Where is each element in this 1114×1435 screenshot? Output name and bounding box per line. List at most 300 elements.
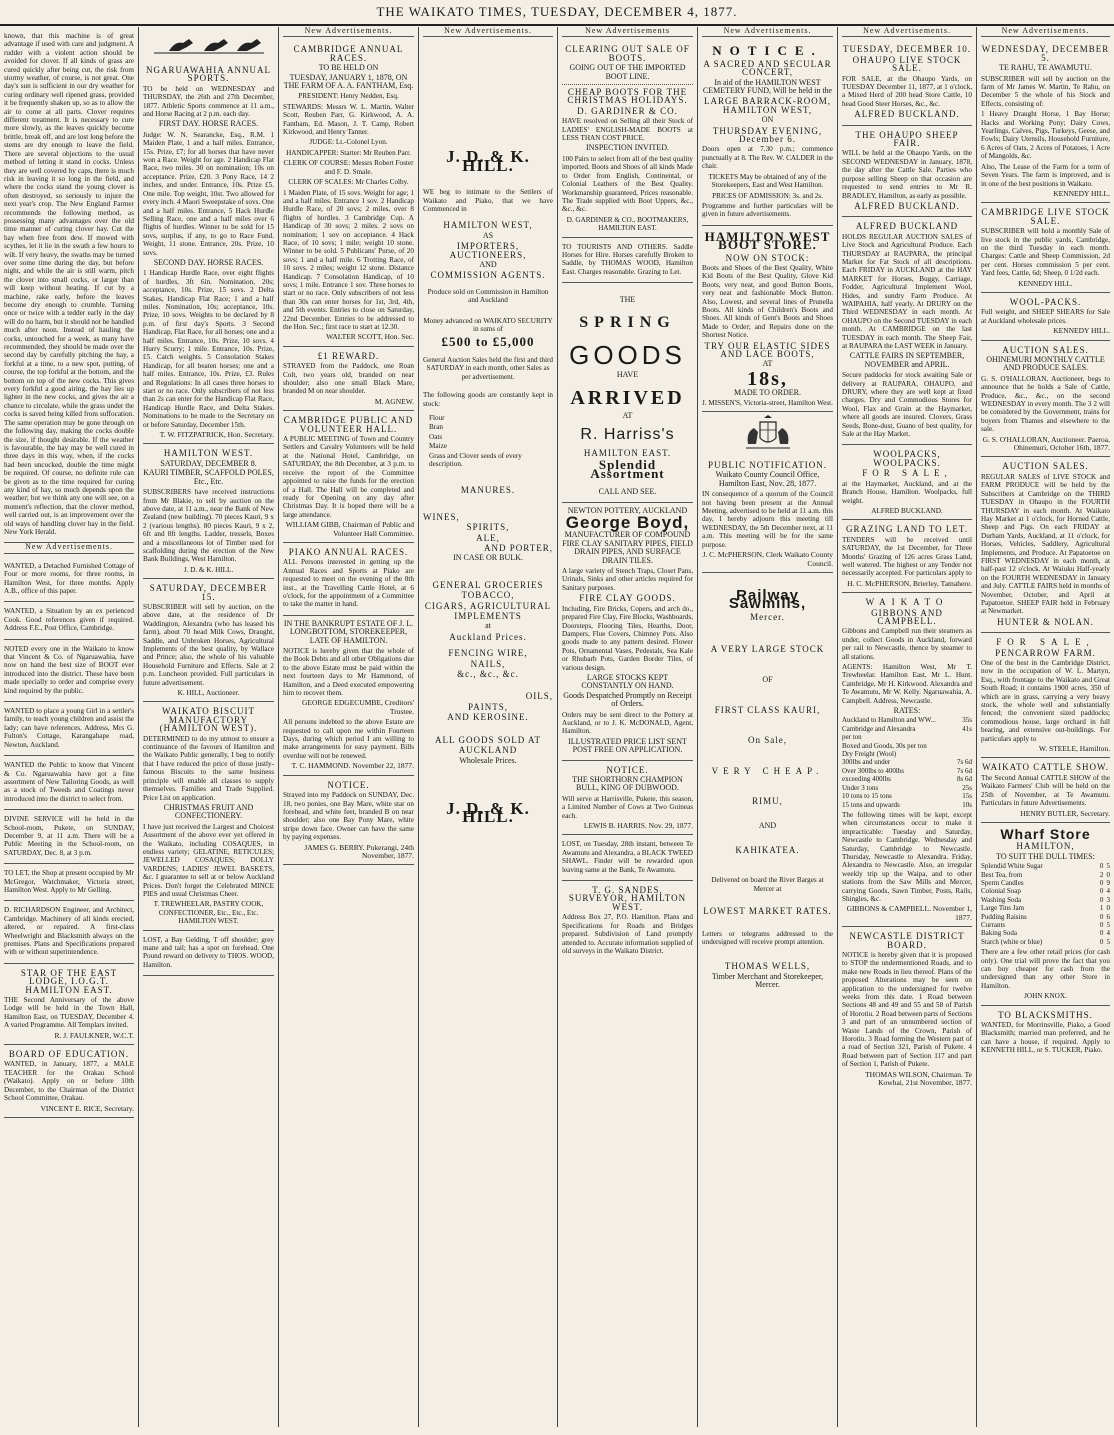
ad-heading: PENCARROW FARM. bbox=[995, 647, 1096, 658]
table-row bbox=[981, 871, 1110, 879]
ad-signature: ALFRED BUCKLAND. bbox=[854, 200, 960, 211]
hunter-nolan-ad bbox=[981, 457, 1110, 633]
ad-heading: WINES, bbox=[423, 511, 460, 522]
ad-text: 1 Heavy Draught Horse, 1 Bay Horse; Hacks and Working Pony; Dairy Cows, Yearlings, Calves, Pigs, Turkeys, Geese, and Fowls; Dairy Utensils, Household Furniture, 6 Acres of Oats, 2 Acres of Potatoes, 1 Acre of Mangolds, &c. bbox=[981, 110, 1110, 161]
ad-text: WANTED to place a young Girl in a settler's family, to teach young children and assist the lady; can have references. Address, Mrs G. Fulton's Cottage, Karangahape road, Newton, Auckland. bbox=[4, 707, 134, 749]
table-row bbox=[981, 862, 1110, 870]
table-cell bbox=[954, 742, 972, 750]
ad-heading: FIRST CLASS KAURI, bbox=[714, 704, 821, 715]
ad-text: MADE TO ORDER. bbox=[733, 388, 802, 398]
ad-signature: J. MISSEN'S, Victoria-street, Hamilton West. bbox=[702, 398, 833, 407]
strayed-notice-ad bbox=[283, 776, 414, 866]
table-row bbox=[842, 784, 972, 792]
ad-text: HANDICAPPER: Starter: Mr Reuben Parr. bbox=[286, 148, 411, 157]
column-heading: New Advertisements. bbox=[981, 27, 1110, 37]
ad-text: STEWARDS: Messrs W. L. Martin, Walter Scott, Reuben Parr, G. Kirkwood, A. A. Fantham, Ed. Mason, J. T. Camp, Robert Kirkwood, and Henry Tanner. bbox=[283, 102, 414, 137]
column-heading: New Advertisements. bbox=[702, 27, 833, 37]
cambridge-races-ad bbox=[283, 40, 414, 346]
ad-text: D. RICHARDSON Engineer, and Architect, Cambridge. Machinery of all kinds erected, altered, or repaired. A first-class Wheelwright and Blacksmith always on the premises. Plans and Specifications prepared with or without superintendence. bbox=[4, 906, 134, 957]
table-cell: 0 bbox=[1099, 887, 1104, 896]
ad-title: PUBLIC NOTIFICATION. bbox=[708, 460, 827, 471]
ad-text: NOTED every one in the Waikato to know that Vincent & Co. of Ngaruawahia, have now on hand the best size of BOOT ever introduced into the district. These have been made specially to order and comprise every kind required by the public. bbox=[4, 644, 134, 695]
boot-store-ad bbox=[702, 226, 833, 412]
table-cell: 0 bbox=[1106, 870, 1110, 879]
table-row bbox=[842, 725, 972, 733]
spring-goods-ad bbox=[562, 283, 693, 502]
ad-signature: M. AGNEW. bbox=[374, 396, 414, 406]
ad-heading: PAINTS, bbox=[468, 701, 508, 712]
ad-heading: IMPLEMENTS bbox=[454, 611, 522, 622]
ad-signature: T. C. HAMMOND. November 22, 1877. bbox=[291, 761, 414, 771]
public-notification-ad bbox=[702, 456, 833, 573]
ad-subtitle: MANUFACTURER OF COMPOUND FIRE CLAY SANITARY PIPES, FIELD DRAIN PIPES, AND SURFACE DRAIN TILES. bbox=[562, 530, 693, 565]
ad-heading: NAILS, bbox=[470, 658, 506, 669]
blacksmiths-ad bbox=[981, 1006, 1110, 1061]
ad-heading: HAMILTON EAST. bbox=[583, 448, 672, 458]
ad-heading: R. Harriss's bbox=[580, 425, 675, 443]
ad-heading: OHINEMURI MONTHLY CATTLE AND PRODUCE SALES. bbox=[986, 355, 1105, 373]
ad-title: ALFRED BUCKLAND bbox=[855, 221, 959, 232]
ad-text: Goods Despatched Promptly on Receipt of Orders. bbox=[563, 690, 692, 709]
surveyor-ad bbox=[562, 881, 693, 961]
ad-text: LOST, on Tuesday, 28th instant, between Te Awamutu and Alexandra, a BLACK TWEED SHAWL. Finder will be rewarded upon leaving same at the Bank, Te Awamutu. bbox=[562, 840, 693, 874]
ad-heading: KAHIKATEA. bbox=[735, 844, 800, 855]
table-cell: 300lbs and under bbox=[842, 758, 891, 767]
ad-title: WOOL-PACKS. bbox=[1009, 296, 1082, 307]
ad-text: SUBSCRIBER will sell by auction, on the above date, at the residence of Dr Waddington, Alexandra (who has leased his farm), about 70 head Milk Cows, Draught, Saddle, and Unbroken Horses, Agricultural Implements of the best quality, by Wallace and Prince; also, the whole of his valuable Household Furniture and Effects. Sale at 2 p.m. Luncheon provided. Full particulars in future advertisement. bbox=[143, 602, 274, 687]
ad-heading: IMPORTERS, AUCTIONEERS, bbox=[449, 241, 527, 260]
ad-title: Wharf Store bbox=[1000, 825, 1091, 842]
table-cell: exceeding 400lbs bbox=[842, 775, 891, 784]
boot-clearing-ad bbox=[562, 40, 693, 237]
ad-text: LOST, a Bay Gelding, T off shoulder; grey mane and tail; has a spot on forehead. One Pound reward on delivery to THOS. WOOD, Hamilton. bbox=[143, 935, 274, 969]
ad-heading: HAMILTON WEST, bbox=[443, 220, 533, 231]
table-row bbox=[981, 938, 1110, 946]
biscuit-factory-ad bbox=[143, 702, 274, 930]
education-ad bbox=[4, 1045, 134, 1118]
table-row bbox=[981, 929, 1110, 937]
table-cell: 10s bbox=[962, 800, 972, 809]
ad-title: AUCTION SALES. bbox=[1002, 461, 1089, 472]
ad-text: Wholesale Prices. bbox=[459, 755, 517, 765]
ad-text: 1 Maiden Plate, of 15 sovs. Weight for age; 1 and a half miles. Entrance 1 sov. 2 Handicap Hurdle Race, of 20 sovs; 2 miles, over 8 flights of hurdles. 3 Cambridge Cup. A Handicap of 30 sovs; 2 miles. 2 sovs on nomination; 1 sov on acceptance. 4 Hack Race, of 10 sovs; 1 mile; weight 10 stone. Winner to be sold. 5 Publicans' Purse, of 20 sovs; 1 and a half mile. 6 Trotting Race, of 10 sovs. 2 miles; weight 12 stone. Distance Handicap. 7 Consolation Handicap, of 10 sovs; 1 mile. Entrance 1 sov. Three horses to start or no race. Only subscribers of not less than 30s can enter horses for 1st, 3rd, 4th, and 5th events. Entries to close on Saturday, 22nd December. Entries to be addressed to the Hon. Sec.; first race to start at 12.30. bbox=[283, 188, 414, 331]
ad-text: at bbox=[485, 621, 491, 631]
ad-text: OF bbox=[762, 674, 773, 684]
ad-signature: G. S. O'HALLORAN, Auctioneer. Paeroa, Ohinemuri, October 16th, 1877. bbox=[982, 434, 1110, 453]
ad-title: T. G. SANDES, SURVEYOR, HAMILTON WEST. bbox=[568, 885, 687, 912]
ad-heading: Splendid Assortment bbox=[590, 457, 665, 481]
tourists-ad bbox=[562, 238, 693, 284]
list-item: Bran bbox=[429, 423, 443, 432]
table-cell: Starch (white or blue) bbox=[981, 937, 1043, 946]
ad-heading: FIRE CLAY GOODS. bbox=[579, 593, 676, 604]
ad-title: NOTICE. bbox=[712, 43, 823, 59]
ad-text: WANTED, in January, 1877, a MALE TEACHER for the Orakau School (Waikato). Apply on or before 10th December, to the Chairman of the District School Committee, Orakau. bbox=[4, 1060, 134, 1103]
ad-signature: R. J. FAULKNER, W.C.T. bbox=[54, 1030, 134, 1040]
ad-title: WOOLPACKS, WOOLPACKS. bbox=[873, 449, 941, 468]
ad-title: GRAZING LAND TO LET. bbox=[846, 524, 968, 535]
steamer-ad bbox=[842, 593, 972, 927]
ad-signature: THOMAS WILSON, Chairman. Te Kowhai, 21st November, 1877. bbox=[865, 1069, 972, 1088]
ad-signature: ALFRED BUCKLAND. bbox=[854, 109, 960, 120]
table-cell: Sperm Candles bbox=[981, 878, 1024, 887]
column-heading: New Advertisements. bbox=[842, 27, 972, 37]
table-cell: Auckland to Hamilton and WW... bbox=[842, 716, 936, 725]
table-cell: 15 tons and upwards bbox=[842, 800, 900, 809]
hamilton-west-auction-ad bbox=[143, 444, 274, 579]
ad-text: at the Haymarket, Auckland, and at the Branch House, Hamilton. Woolpacks, full weight. bbox=[842, 479, 972, 505]
ad-heading: HAMILTON, bbox=[1016, 841, 1075, 852]
ad-heading: CIGARS, AGRICULTURAL bbox=[424, 600, 552, 611]
ad-heading: GIBBONS AND CAMPBELL. bbox=[871, 607, 943, 626]
ad-text: Will serve at Harrisville, Pukete, this season, a Limited Number of Cows at Two Guineas each. bbox=[562, 794, 693, 820]
rates-table bbox=[842, 716, 972, 808]
wharf-store-ad bbox=[981, 823, 1110, 1006]
ad-text: STRAYED from the Paddock, one Roan Colt, two years old, branded on near shoulder; also one small Black Mare, branded M on near shoulder. bbox=[283, 362, 414, 396]
classified-ad bbox=[4, 901, 134, 963]
ad-signature: WILLIAM GIBB, Chairman of Public and Volunteer Hall Committee. bbox=[285, 520, 414, 538]
table-cell: Baking Soda bbox=[981, 929, 1017, 938]
horse-race-engraving-icon bbox=[149, 29, 269, 59]
pottery-ad bbox=[562, 503, 693, 761]
ad-heading: Mercer. bbox=[750, 611, 785, 622]
ad-text: Judge: W. N. Searancke, Esq., R.M. 1 Maiden Plate, 1 and a half miles. Entrance, 15s. Prize, £7; for all horses that have never won a Race. Weight for age. 2 Handicap Flat Race, two miles. 30 on nomination; 10s on acceptance. Prize, £20. 3 Pony Race, 14 2 inches, and under. Entrance, 10s. Prize £5. One mile. Top weight, 10st. Two allowed for every inch. 4 Maori Sweepstake of sovs. One and a half miles. Entrance, 5 Hack Hurdle Selling Race, one and a half miles over 6 flights of hurdles. Winner to be sold for 15 sovs, surplus, if any, to go to Race Fund. Weight, 11 stone. Entrance, 20s. Prize, 10 sovs. bbox=[143, 130, 274, 257]
table-cell: Washing Soda bbox=[981, 895, 1022, 904]
table-row bbox=[981, 879, 1110, 887]
ad-date: WEDNESDAY, DECEMBER 5. bbox=[981, 44, 1110, 63]
table-row bbox=[842, 716, 972, 724]
ad-signature: H. C. McPHERSON, Brierley, Tamahere. bbox=[847, 578, 972, 588]
ad-title: SATURDAY, DECEMBER 15. bbox=[149, 583, 268, 602]
ad-text: General Auction Sales held the first and third SATURDAY in each month, other Sales as per advertisement. bbox=[423, 355, 553, 381]
table-row bbox=[981, 904, 1110, 912]
table-cell: Currants bbox=[981, 920, 1006, 929]
table-cell: 0 bbox=[1099, 878, 1104, 887]
ad-signature: K. HILL, Auctioneer. bbox=[177, 689, 240, 698]
list-item: Grass and Clover seeds of every description. bbox=[429, 451, 522, 468]
ad-heading: A VERY LARGE STOCK bbox=[710, 644, 825, 655]
ad-signature: D. GARDINER & CO., BOOTMAKERS, HAMILTON EAST. bbox=[566, 215, 689, 233]
ad-text: CLERK OF COURSE: Messrs Robert Foster and F. D. Smale. bbox=[283, 159, 414, 176]
pencarrow-farm-ad bbox=[981, 633, 1110, 758]
ad-heading: LARGE STOCKS KEPT CONSTANTLY ON HAND. bbox=[581, 672, 674, 691]
ad-text: Orders may be sent direct to the Pottery at Auckland, or to J. K. McDONALD, Agent, Hamilton. bbox=[562, 710, 693, 736]
ad-text: SUBSCRIBER will sell by auction on the farm of Mr James W. Martin, Te Rahu, on December 5 the whole of his Stock and Effects, consisting of: bbox=[981, 74, 1110, 108]
ad-heading: VERY CHEAP. bbox=[711, 765, 824, 776]
ad-text: PRESIDENT: Henry Nedden, Esq. bbox=[298, 92, 399, 101]
column-8 bbox=[977, 27, 1114, 1427]
ad-text: AND bbox=[758, 820, 777, 830]
ad-title: WAIKATO BISCUIT MANUFACTORY (HAMILTON WEST). bbox=[159, 706, 258, 734]
ad-title: WAIKATO CATTLE SHOW. bbox=[982, 762, 1109, 773]
ad-text: DIVINE SERVICE will be held in the School-room, Pukete, on SUNDAY, December 9, at 11 a.m. There will be a Public Meeting in the School-room, on SATURDAY, Dec. 8, at 3 p.m. bbox=[4, 815, 134, 857]
ad-text: Address Box 27, P.O. Hamilton. Plans and Specifications for Roads and Bridges prepared. Subdivision of Land promptly attended to. Accurate information supplied of old surveys in the Waikato District. bbox=[562, 913, 693, 955]
ad-text: Letters or telegrams addressed to the undersigned will receive prompt attention. bbox=[702, 929, 833, 946]
ad-signature: J. D. & K. HILL. bbox=[183, 565, 234, 574]
ad-text: A large variety of Stench Traps, Closet Pans, Urinals, Sinks and other articles required for Sanitary purposes. bbox=[562, 567, 693, 592]
ad-date: TUESDAY, DECEMBER 10. bbox=[842, 44, 971, 55]
article-text: known, that this machine is of great advantage if used with care and judgment. A rudder with a violent action should be avoided for clover. If all kinds of grass are cured quickly after being cut, the risk from stormy weather, of course, is not great. One day's sun is sufficient in our dry weather for curing ordinary well ripened grass, provided it be frequently shaken up, so as to allow the air to come at all parts. Clover requires different treatment. It is necessary to cure more slowly, as the leaves quickly become brittle, break off, and are lost long before the stems are dry enough to leave the field. There are several objections to the usual method of letting it stand in cocks. Unless they are well covered by caps, there is much risk in leaving it so long in the field, and where the cocks stand the young clover is often destroyed, so seriously to injure the next year's crop. The New England Farmer recommends the following method, as possessing many advantages over the old time manner of curing clover hay. Cut the hay when free from dew. If mowed with scythes, let it lie in the swath a few hours to wilt. If very heavy, the swaths may be turned over some time during the day, but before night, and while the air is still warm, pitch the clover into small cocks, or larger than will keep without heating. If cut by a machine, rake early, before the leaves become dry enough to crumble. Turning once or twice with a tedder early in the day will do no harm, but it should not be handled much after noon. Instead of hauling the cocks, untouched for a week, as many have recommended, they should be made over the second day by carefully pitching the hay, a forkful at a time, to a new spot, putting, of course, the top forkful at the bottom, and the bottom on top of the new cocks. This gives every forkful a good airing, the hay lies up lighter in the new cocks, and gives the air a chance to circulate, while the grass under the cocks is saved being killed from suffocation. The same operation may be gone through on the following day, making the cocks double the size, if thought desirable. If the weather is favourable, the hay may be well cured in three days in this way, when, if the cocks had been uncocked, double the time might be required. Of course, no definite rule can be given as to the time required for curing any kind of hay, so much depends upon the weather; but we think any one will see, on a moment's reflection, that the clover method, well carried out, is an improvement over the old ways of handling clover hay in the field. New York Herald. bbox=[4, 32, 134, 536]
ad-heading: Auckland Prices. bbox=[449, 631, 527, 642]
column-1 bbox=[0, 27, 139, 1427]
ad-text: AND bbox=[479, 260, 497, 270]
ad-signature: JOHN KNOX. bbox=[1024, 992, 1067, 1001]
table-row bbox=[842, 792, 972, 800]
lost-horse-ad bbox=[143, 931, 274, 977]
ad-text: TO TOURISTS AND OTHERS. Saddle Horses for Hire. Horses carefully Broken to Saddle, by THOMAS WOOD, Hamilton East. Charges reasonable. Grazing to Let. bbox=[562, 242, 693, 276]
section-heading: SECOND DAY. HORSE RACES. bbox=[153, 257, 264, 267]
ad-signature: LEWIS B. HARRIS. Nov. 29, 1877. bbox=[583, 821, 693, 831]
ad-text: THE bbox=[619, 295, 636, 305]
saturday-auction-ad bbox=[143, 579, 274, 702]
ad-text: TICKETS May be obtained of any of the Storekeepers, East and West Hamilton. bbox=[708, 172, 827, 190]
ohinemuri-sales-ad bbox=[981, 341, 1110, 458]
ad-text: WANTED, a Situation by an ex perienced Cook. Good references given if required. Address F.E., Post Office, Cambridge. bbox=[4, 607, 134, 633]
ad-text: WANTED, a Detached Furnished Cottage of Four or more rooms, for three rooms, in Hamilton West, for three months. Apply A.B., office of this paper. bbox=[4, 561, 134, 595]
table-cell: 0 bbox=[1099, 929, 1104, 938]
column-7 bbox=[838, 27, 977, 1427]
ad-text: WE beg to intimate to the Settlers of Waikato and Piako, that we have Commenced in bbox=[423, 188, 553, 214]
ad-title: NGARUAWAHIA ANNUAL SPORTS. bbox=[145, 65, 272, 84]
ad-heading: On Sale, bbox=[748, 735, 787, 746]
ad-text: One of the best in the Cambridge District, now in the occupation of W. L. Martyn, Esq., with frontage to the Waikato and Great South Road; it contains 1900 acres, 350 of which are in grass, carrying a very heavy stock, the whole well and substantially fenced; the convenient sized paddocks; commodious house, large orchard in full bearing, and extensive out-buildings. For particulars apply to bbox=[981, 659, 1110, 743]
ad-signature: THOMAS WELLS, bbox=[724, 961, 811, 972]
table-row bbox=[981, 896, 1110, 904]
ad-text: Programme and further particulars will be given in future advertisements. bbox=[702, 201, 833, 219]
table-cell: 0 bbox=[1099, 937, 1104, 946]
ad-heading: AND KEROSINE. bbox=[447, 712, 529, 723]
ad-subtitle: Waikato County Council Office, Hamilton East, Nov. 28, 1877. bbox=[715, 470, 820, 488]
ohaupo-livestock-ad bbox=[842, 40, 972, 125]
table-cell bbox=[954, 733, 972, 741]
table-cell: 7s 6d bbox=[957, 758, 972, 767]
ad-title: £1 REWARD. bbox=[317, 350, 380, 361]
ad-text: AS bbox=[482, 230, 494, 240]
table-row bbox=[842, 742, 972, 750]
ad-text: TENDERS will be received until SATURDAY, the 1st December, for Three Months' Grazing of 126 acres Grass Land, well watered. The highest or any Tender not necessarily accepted. For particulars apply to bbox=[842, 535, 972, 578]
piako-races-ad bbox=[283, 543, 414, 616]
table-cell: 9 bbox=[1106, 878, 1110, 887]
table-cell: 35s bbox=[962, 716, 972, 725]
ad-text: AT bbox=[762, 359, 773, 369]
ad-title: NOTICE. bbox=[327, 779, 370, 790]
table-cell: 6 bbox=[1106, 912, 1110, 921]
ad-heading: A SACRED AND SECULAR CONCERT, bbox=[703, 58, 832, 78]
ad-heading: George Boyd, bbox=[565, 513, 690, 533]
ad-text: IN CASE OR BULK. bbox=[453, 553, 523, 563]
table-cell: 0 bbox=[1106, 904, 1110, 913]
ad-signature: GEORGE EDGECUMBE, Creditors' Trustee. bbox=[302, 698, 414, 716]
ad-text: DETERMINED to do my utmost to ensure a continuance of the favours of Hamilton and the Waikato Public generally, I beg to notify that I have reduced the price of those justly-famous Biscuits to the same business principle will enable all classes to supply themselves. Families and Trade Supplied. Price List on application. bbox=[143, 734, 274, 802]
column-3 bbox=[279, 27, 419, 1427]
ad-title: HAMILTON WEST. bbox=[163, 448, 254, 459]
railway-sawmills-ad bbox=[702, 573, 833, 995]
ad-text: Produce sold on Commission in Hamilton and Auckland bbox=[427, 287, 549, 305]
ad-text: FOR SALE, at the Ohaupo Yards, on TUESDAY December 11, 1877, at 1 o'clock, a Mixed Herd of 200 head Store Cattle, 10 head Good Steer Horses, &c., &c. bbox=[842, 74, 972, 108]
boot-price: 18s, bbox=[747, 367, 788, 390]
ad-text: Full weight, and SHEEP SHEARS for Sale at Auckland wholesale prices. bbox=[981, 308, 1110, 325]
ad-signature: GIBBONS & CAMPBELL. November 1, 1877. bbox=[846, 904, 972, 922]
ad-title: AUCTION SALES. bbox=[1002, 344, 1089, 355]
ad-heading: FENCING WIRE, bbox=[448, 648, 528, 659]
table-row bbox=[842, 775, 972, 783]
cattle-show-ad bbox=[981, 758, 1110, 822]
ad-text: CLERK OF SCALES: Mr Charles Colby. bbox=[288, 178, 409, 187]
ad-text: 1 Handicap Hurdle Race, over eight flights of hurdles, 3ft 6in. Nomination, 20s; acceptance, 10s. Prize, 15 sovs. 2 Delta Stakes, Handicap Flat Race; 1 and a half miles. Nomination, 10s; acceptance, 10s. Prize, 10 sovs. Weights to be declared by 8 p.m. of first day's Sports. 3 Second Handicap, Flat Race, for all horses; one and a half miles. Entrance, 10s. Prize, 10 sovs. 4 Hurry Scurry; 1 mile. Entrance, 10s. Prize, £5. Catch weights. 5 Consolation Stakes Handicap, for all beaten horses; one and a half miles. Entrance, 10s. Prize, £3. Rules and Regulations: In all cases three horses to start or no race. Only subscribers of not less than 2s can enter for the Handicap Flat Race, Handicap Hurdle Race, and Delta Stakes. Nominations to be made to the Secretary on or before Saturday, December 15th. bbox=[143, 269, 274, 429]
table-row bbox=[842, 801, 972, 809]
ad-subtitle: GOING OUT OF THE IMPORTED BOOT LINE. bbox=[569, 63, 686, 81]
column-heading: New Advertisements. bbox=[283, 27, 414, 37]
ad-title: J. D. & K. HILL. bbox=[446, 147, 530, 175]
price-table bbox=[981, 862, 1110, 946]
ad-signature: J. C. McPHERSON, Clerk Waikato County Council. bbox=[702, 550, 833, 568]
ad-text: JUDGE: Lt.-Colonel Lyon. bbox=[309, 138, 388, 147]
ad-signature: W. STEELE, Hamilton. bbox=[1038, 744, 1110, 754]
table-cell: 3 bbox=[1106, 895, 1110, 904]
ad-heading: D. GARDINER & CO. bbox=[577, 105, 678, 116]
ad-heading: RATES: bbox=[893, 706, 921, 716]
table-row bbox=[981, 913, 1110, 921]
newcastle-board-ad bbox=[842, 927, 972, 1091]
classified-ad bbox=[4, 557, 134, 603]
ad-text: NOTICE is hereby given that it is proposed to STOP the undermentioned Roads, and to make new Roads in lieu thereof. Plans of the proposed Alterations may be seen on application to the undersigned for twelve weeks from this date. 1 Road between Sections 48 and 49 and 55 and 58 of Parish of Horotiu. 2 Road between parts of Sections 3 and part of an unnumbered section of Waste Lands of the Crown, Parish of Horotiu. 3 Road forming the Western part of a road of Section 321, Parish of Pukete. 4 Road between part of Section 117 and part of Section 1, Parish of Pukete. bbox=[842, 951, 972, 1069]
ad-heading: THE SHORTHORN CHAMPION BULL, KING OF DUBWOOD. bbox=[572, 775, 683, 793]
section-heading: FIRST DAY. HORSE RACES. bbox=[158, 119, 259, 129]
column-2 bbox=[139, 27, 279, 1427]
bankrupt-estate-ad bbox=[283, 616, 414, 776]
ad-text: A PUBLIC MEETING of Town and Country Settlers and Cavalry Volunteers will be held at the National Hotel, Cambridge, on SATURDAY, the 8th December, at 3 p.m. to receive the report of the Committee appointed to raise the funds for the erection of a Hall. The Hall will be completed and ready for Opening on any day after Christmas Day. It is hoped there will be a large attendance. bbox=[283, 435, 414, 519]
woolpacks-ad bbox=[842, 445, 972, 520]
ad-text: Secure paddocks for stock awaiting Sale or delivery at RAUPARA, OHAUPO, and DRURY, where they are well kept at fixed charges. Dry and Commodious Stores for Wool, Flax and Grain at the Haymarket, where all goods are insured. Clovers, Grass Seeds, Bone-dust, Guano of best quality, for Sale at the Hay Market. bbox=[842, 371, 972, 439]
table-cell: 5 bbox=[1106, 862, 1110, 871]
ngaruawahia-sports-ad bbox=[143, 61, 274, 444]
table-cell: 2 bbox=[1099, 870, 1104, 879]
ad-text: Strayed into my Paddock on SUNDAY, Dec. 18, two ponies, one Bay Mare, white star on forehead, and white feet, branded B on near shoulder; also one Bay Pony Mare, white stripe down face. Owner can have the same by paying expenses. bbox=[283, 791, 414, 842]
ad-text: I have just received the Largest and Choicest Assortment of the above ever yet offered in the Waikato, including COSAQUES, in endless variety; GELATINE, RETICULES; JEWELLED COSAQUES; DOLLY VARDENS; LADIES' JEWEL BASKETS, &c. I guarantee to sell at or below Auckland Prices. Don't forget the Celebrated MINCE PIES and usual Christmas Cheer. bbox=[143, 822, 274, 898]
ad-signature: WALTER SCOTT, Hon. Sec. bbox=[326, 332, 414, 342]
table-cell: Cambridge and Alexandra bbox=[842, 724, 916, 733]
lodge-ad bbox=[4, 964, 134, 1045]
ad-title: CAMBRIDGE PUBLIC AND VOLUNTEER HALL. bbox=[283, 415, 414, 434]
table-cell bbox=[954, 750, 972, 758]
ad-heading: GOODS bbox=[569, 339, 686, 370]
column-5 bbox=[558, 27, 698, 1427]
ad-text: NOTICE is hereby given that the whole of the Book Debts and all other Obligations due to the above Estate must be paid within the next fourteen days to Mr Hammond, of Hamilton, and a Deed executed empowering him to recover them. bbox=[283, 647, 414, 698]
table-cell: 0 bbox=[1099, 912, 1104, 921]
ad-subtitle: TO BE HELD ON bbox=[318, 63, 379, 73]
ad-heading: TOBACCO, bbox=[461, 590, 515, 601]
ad-heading: ALE, bbox=[476, 532, 500, 543]
ad-heading: NOW ON STOCK: bbox=[725, 252, 810, 263]
ad-date: TUESDAY, JANUARY 1, 1878, ON THE FARM OF A. A. FANTHAM, Esq. bbox=[283, 72, 414, 91]
ad-heading: CATTLE FAIRS IN SEPTEMBER, NOVEMBER and APRIL. bbox=[849, 351, 965, 369]
table-cell: Pudding Raisins bbox=[981, 912, 1027, 921]
ad-text: CALL AND SEE. bbox=[598, 487, 657, 497]
ad-text: G. S. O'HALLORAN, Auctioneer, begs to announce that he holds a Sale of Cattle, Produce, &c., &c., on the second WEDNESDAY in every month. The 3 2 will be considered by the Government, trains for buyers from Thames and elsewhere to the sale. bbox=[981, 374, 1110, 434]
list-item: Maize bbox=[429, 442, 447, 451]
ad-subtitle: Timber Merchant and Storekeeper, Mercer. bbox=[711, 971, 824, 990]
table-row bbox=[842, 733, 972, 741]
ad-heading: GENERAL GROCERIES bbox=[432, 579, 544, 590]
ad-heading: NEWTON POTTERY, AUCKLAND bbox=[567, 505, 688, 515]
ad-heading: AND PORTER, bbox=[484, 543, 553, 553]
ad-title: TO BLACKSMITHS. bbox=[998, 1009, 1093, 1020]
table-cell: per ton bbox=[842, 733, 862, 742]
masthead: THE WAIKATO TIMES, TUESDAY, DECEMBER 4, 1877. bbox=[0, 0, 1114, 26]
table-row bbox=[842, 750, 972, 758]
classified-ad bbox=[4, 640, 134, 702]
ad-title: IN THE BANKRUPT ESTATE OF J. L. LONGBOTTOM, STOREKEEPER, LATE OF HAMILTON. bbox=[283, 618, 414, 645]
ad-subtitle: KAURI TIMBER, SCAFFOLD POLES, Etc., Etc. bbox=[143, 468, 274, 486]
ad-signature: KENNEDY HILL. bbox=[1053, 326, 1110, 336]
classified-ad bbox=[4, 702, 134, 756]
table-cell: 0 bbox=[1099, 895, 1104, 904]
ad-title: WAIKATO bbox=[865, 597, 949, 608]
column-heading: New Advertisements bbox=[562, 27, 693, 37]
classified-ad bbox=[4, 810, 134, 864]
table-cell: 5 bbox=[1106, 937, 1110, 946]
ad-text: ILLUSTRATED PRICE LIST SENT POST FREE ON APPLICATION. bbox=[568, 736, 687, 755]
new-ads-heading: New Advertisements. bbox=[4, 543, 134, 553]
ad-text: SUBSCRIBERS have received instructions from Mr Blakie, to sell by auction on the above date, at 11 a.m., near the Bank of New Zealand (new building). 70 pieces Kauri, 9 x 2 (various lengths). 80 pieces Kauri, 9 x 2, 6ft and 8ft lengths. Ladder, tressels, Boxes and a miscellaneous lot of Timber used for scaffolding during the erection of the New Bank Buildings, West Hamilton. bbox=[143, 488, 274, 564]
classified-ad bbox=[4, 756, 134, 810]
cambridge-stock-sale-ad bbox=[981, 203, 1110, 293]
table-row bbox=[981, 921, 1110, 929]
wool-packs-ad bbox=[981, 293, 1110, 341]
table-cell: 25s bbox=[962, 783, 972, 792]
ad-title: BOARD OF EDUCATION. bbox=[8, 1049, 130, 1060]
table-cell: 15s bbox=[962, 792, 972, 801]
sheep-fair-ad bbox=[842, 126, 972, 218]
table-cell: 5 bbox=[1106, 920, 1110, 929]
table-row bbox=[842, 758, 972, 766]
ad-text: SUBSCRIBER will hold a monthly Sale of live stock in the public yards, Cambridge, on the third Tuesday in each month. Charges: Cattle and Sheep Commission, 2d per cent. Horses commission 5 per cent. Yard fees, Cattle, 6d; Sheep, 0 1/2d each. bbox=[981, 227, 1110, 278]
ad-title: NEWCASTLE DISTRICT BOARD. bbox=[849, 931, 965, 950]
article-clover-hay bbox=[4, 27, 134, 543]
buckland-auctions-ad bbox=[842, 217, 972, 445]
ad-signature: T. TREWHEELAR, PASTRY COOK, CONFECTIONER, Etc., Etc., Etc. HAMILTON WEST. bbox=[153, 900, 264, 926]
table-cell: 41s bbox=[962, 724, 972, 733]
classified-ad bbox=[4, 602, 134, 639]
table-cell: Under 3 tons bbox=[842, 783, 879, 792]
ad-heading: INSPECTION INVITED. bbox=[585, 143, 670, 153]
ad-text: ON bbox=[761, 115, 774, 125]
ad-text: Gibbons and Campbell run their steamers as under, collect Goods in Auckland, forward per rail to Newcastle, thence by steamer to all stations. bbox=[842, 627, 972, 661]
list-item: Oats bbox=[429, 432, 443, 441]
te-rahu-sale-ad bbox=[981, 40, 1110, 203]
section-heading: CHRISTMAS FRUIT AND CONFECTIONERY. bbox=[163, 802, 254, 821]
ad-text: HOLDS REGULAR AUCTION SALES of Live Stock and Agricultural Produce. Each THURSDAY at RAUPARA, the principal Market for Fat Stock of all descriptions. Each FRIDAY in AUCKLAND at the HAY MARKET for Horses, Buggy, Carriage, Fodder, Agricultural Implement Wool, Hides, and sundry Farm Produce. At WAIPAHIA, half yearly. At DRURY on the Third WEDNESDAY in each month. At OHAUPO on the Second TUESDAY in each month. At CAMBRIDGE on the last TUESDAY in each month. The Sheep Fair, at RAUPARA the LAST WEEK in January. bbox=[842, 232, 972, 350]
table-cell: Splendid White Sugar bbox=[981, 862, 1043, 871]
table-cell: 8s 6d bbox=[957, 775, 972, 784]
volunteer-hall-ad bbox=[283, 411, 414, 543]
ad-heading: OILS, bbox=[525, 691, 553, 702]
table-cell: 1 bbox=[1099, 904, 1104, 913]
ad-footer: J. D. & K. HILL. bbox=[446, 798, 530, 827]
ad-text: ALL Persons interested in getting up the Annual Races and Sports at Piako are requested to meet on the evening of the 8th inst., at the Travelling Cattle Hotel, at 6 o'clock, for the appointment of a Committee to take the matter in hand. bbox=[283, 558, 414, 609]
ad-text: WILL be held at the Ohaupo Yards, on the SECOND WEDNESDAY in January, 1878, the day after the Cattle Sale. Parties who purpose selling Sheep on that occasion are requested to send entries to Mr R. BRADLEY, Hamilton, as early as possible. bbox=[842, 149, 972, 200]
ad-heading: MANURES. bbox=[460, 485, 516, 496]
table-cell: Dry Freight (Wool) bbox=[842, 750, 897, 759]
ad-text: HAVE resolved on Selling all their Stock of LADIES' ENGLISH-MADE BOOTS at LESS THAN COST PRICE. bbox=[562, 117, 693, 143]
table-cell: 4 bbox=[1106, 929, 1110, 938]
ad-heading: FOR SALE, bbox=[862, 468, 952, 479]
ad-heading: THURSDAY EVENING, December 6. bbox=[712, 125, 823, 145]
list-item: Flour bbox=[429, 413, 445, 422]
ad-signature: KENNEDY HILL. bbox=[1018, 279, 1073, 288]
ad-heading: RIMU, bbox=[752, 796, 783, 807]
ad-title: PIAKO ANNUAL RACES. bbox=[288, 546, 409, 557]
